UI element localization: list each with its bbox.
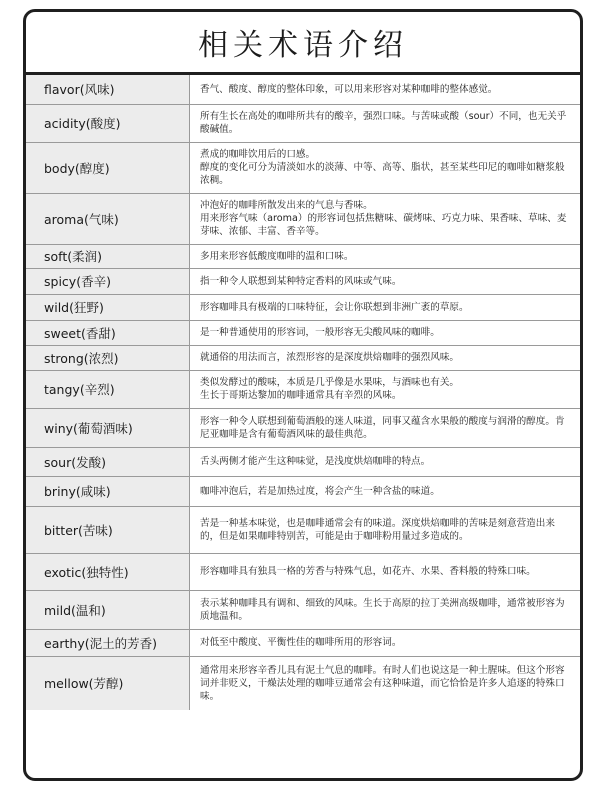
glossary-card bbox=[23, 9, 583, 781]
term-description: 苦是一种基本味觉，也是咖啡通常会有的味道。深度烘焙咖啡的苦味是刻意营造出来的，但是如果咖啡特别苦，可能是由于咖啡粉用量过多造成的。 bbox=[190, 506, 581, 553]
term-name: soft(柔润) bbox=[26, 244, 190, 268]
term-description: 香气、酸度、醇度的整体印象，可以用来形容对某种咖啡的整体感觉。 bbox=[190, 75, 581, 104]
table-row bbox=[26, 268, 580, 294]
table-row bbox=[26, 553, 580, 590]
term-name: body(醇度) bbox=[26, 142, 190, 193]
term-description: 多用来形容低酸度咖啡的温和口味。 bbox=[190, 244, 581, 268]
term-description: 冲泡好的咖啡所散发出来的气息与香味。 用来形容气味（aroma）的形容词包括焦糖味、碳烤味、巧克力味、果香味、草味、麦芽味、浓郁、丰富、香辛等。 bbox=[190, 193, 581, 244]
term-description: 类似发酵过的酸味，本质是几乎像是水果味，与酒味也有关。 生长于哥斯达黎加的咖啡通常具有辛烈的风味。 bbox=[190, 370, 581, 408]
table-row bbox=[26, 320, 580, 345]
term-name: winy(葡萄酒味) bbox=[26, 408, 190, 447]
term-name: aroma(气味) bbox=[26, 193, 190, 244]
table-row bbox=[26, 506, 580, 553]
term-description: 对低至中酸度、平衡性佳的咖啡所用的形容词。 bbox=[190, 629, 581, 656]
term-name: briny(咸味) bbox=[26, 476, 190, 506]
table-row bbox=[26, 629, 580, 656]
table-row bbox=[26, 590, 580, 629]
table-row bbox=[26, 142, 580, 193]
term-description: 表示某种咖啡具有调和、细致的风味。生长于高原的拉丁美洲高级咖啡，通常被形容为质地温和。 bbox=[190, 590, 581, 629]
term-name: exotic(独特性) bbox=[26, 553, 190, 590]
term-name: flavor(风味) bbox=[26, 75, 190, 104]
term-description: 咖啡冲泡后，若是加热过度，将会产生一种含盐的味道。 bbox=[190, 476, 581, 506]
table-row bbox=[26, 447, 580, 476]
term-name: mild(温和) bbox=[26, 590, 190, 629]
terms-table bbox=[26, 75, 580, 710]
term-description: 形容咖啡具有独具一格的芳香与特殊气息，如花卉、水果、香料般的特殊口味。 bbox=[190, 553, 581, 590]
term-name: acidity(酸度) bbox=[26, 104, 190, 142]
table-row bbox=[26, 104, 580, 142]
table-row bbox=[26, 244, 580, 268]
table-row bbox=[26, 345, 580, 370]
term-name: mellow(芳醇) bbox=[26, 656, 190, 710]
term-name: strong(浓烈) bbox=[26, 345, 190, 370]
term-name: wild(狂野) bbox=[26, 294, 190, 320]
table-row bbox=[26, 75, 580, 104]
term-description: 形容一种令人联想到葡萄酒般的迷人味道，同事又蕴含水果般的酸度与润滑的醇度。肯尼亚咖啡是含有葡萄酒风味的最佳典范。 bbox=[190, 408, 581, 447]
term-name: tangy(辛烈) bbox=[26, 370, 190, 408]
term-description: 舌头两侧才能产生这种味觉，是浅度烘焙咖啡的特点。 bbox=[190, 447, 581, 476]
term-description: 形容咖啡具有极端的口味特征，会让你联想到非洲广袤的草原。 bbox=[190, 294, 581, 320]
table-row bbox=[26, 656, 580, 710]
table-row bbox=[26, 408, 580, 447]
term-name: earthy(泥土的芳香) bbox=[26, 629, 190, 656]
term-description: 就通俗的用法而言，浓烈形容的是深度烘焙咖啡的强烈风味。 bbox=[190, 345, 581, 370]
term-description: 指一种令人联想到某种特定香料的风味或气味。 bbox=[190, 268, 581, 294]
table-row bbox=[26, 476, 580, 506]
term-name: sweet(香甜) bbox=[26, 320, 190, 345]
page-title: 相关术语介绍 bbox=[26, 12, 580, 75]
term-name: spicy(香辛) bbox=[26, 268, 190, 294]
term-name: bitter(苦味) bbox=[26, 506, 190, 553]
term-description: 是一种普通使用的形容词，一般形容无尖酸风味的咖啡。 bbox=[190, 320, 581, 345]
term-description: 煮成的咖啡饮用后的口感。 醇度的变化可分为清淡如水的淡薄、中等、高等、脂状，甚至某些印尼的咖啡如糖浆般浓稠。 bbox=[190, 142, 581, 193]
term-description: 通常用来形容辛香儿具有泥土气息的咖啡。有时人们也说这是一种土腥味。但这个形容词并非贬义，干燥法处理的咖啡豆通常会有这种味道，而它恰恰是许多人追逐的特殊口味。 bbox=[200, 664, 565, 702]
table-row bbox=[26, 370, 580, 408]
term-name: sour(发酸) bbox=[26, 447, 190, 476]
table-row bbox=[26, 294, 580, 320]
table-row bbox=[26, 193, 580, 244]
term-description: 所有生长在高处的咖啡所共有的酸辛，强烈口味。与苦味或酸（sour）不同，也无关乎酸碱值。 bbox=[190, 104, 581, 142]
